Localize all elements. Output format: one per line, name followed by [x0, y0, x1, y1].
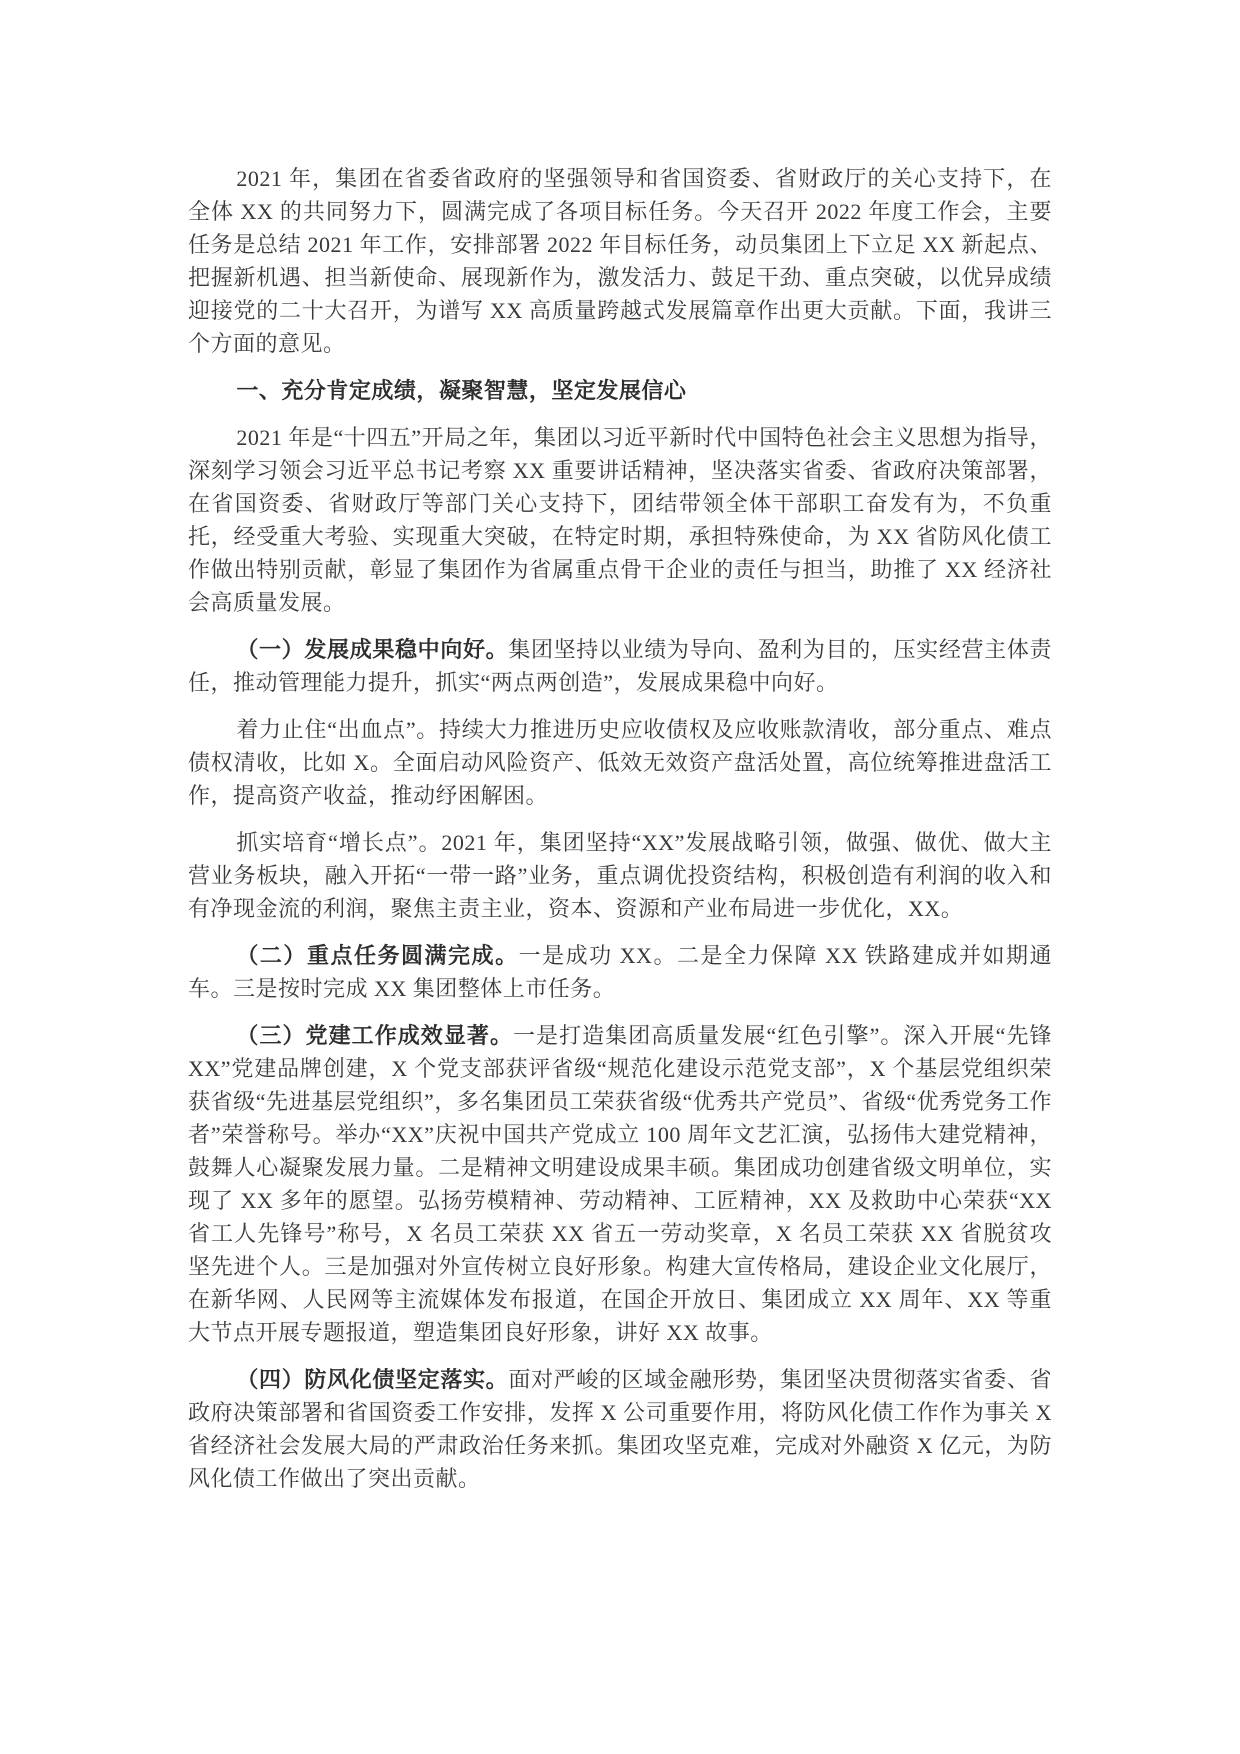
- paragraph-point-3: [188, 1019, 1052, 1349]
- paragraph-point-2-lead: （二）重点任务圆满完成。: [236, 943, 519, 968]
- paragraph-point-3-lead: （三）党建工作成效显著。: [236, 1023, 513, 1048]
- paragraph-point-4-text: 面对严峻的区域金融形势，集团坚决贯彻落实省委、省政府决策部署和省国资委工作安排，发挥 X 公司重要作用，将防风化债工作作为事关 X 省经济社会发展大局的严肃政治任务来抓。集团攻坚克难，完成对外融资 X 亿元，为防风化债工作做出了突出贡献。: [188, 1367, 1052, 1491]
- paragraph-point-1-lead: （一）发展成果稳中向好。: [236, 637, 509, 662]
- section-heading-1: 一、充分肯定成绩，凝聚智慧，坚定发展信心: [236, 378, 687, 403]
- paragraph-point-1-text: 集团坚持以业绩为导向、盈利为目的，压实经营主体责任，推动管理能力提升，抓实“两点两创造”，发展成果稳中向好。: [188, 637, 1052, 695]
- document-content: [188, 162, 1052, 1495]
- paragraph-bleeding-point: 着力止住“出血点”。持续大力推进历史应收债权及应收账款清收，部分重点、难点债权清收，比如 X。全面启动风险资产、低效无效资产盘活处置，高位统筹推进盘活工作，提高资产收益，推动纾困解困。: [188, 717, 1052, 808]
- paragraph-point-2-text: 一是成功 XX。二是全力保障 XX 铁路建成并如期通车。三是按时完成 XX 集团整体上市任务。: [188, 943, 1052, 1001]
- paragraph-intro: 2021 年，集团在省委省政府的坚强领导和省国资委、省财政厅的关心支持下，在全体 XX 的共同努力下，圆满完成了各项目标任务。今天召开 2022 年度工作会，主要任务是总结 2021 年工作，安排部署 2022 年目标任务，动员集团上下立足 XX 新起点、把握新机遇、担当新使命、展现新作为，激发活力、鼓足干劲、重点突破，以优异成绩迎接党的二十大召开，为谱写 XX 高质量跨越式发展篇章作出更大贡献。下面，我讲三个方面的意见。: [188, 166, 1052, 356]
- paragraph-point-4-lead: （四）防风化债坚定落实。: [236, 1367, 509, 1392]
- paragraph-point-4: [188, 1363, 1052, 1495]
- paragraph-point-3-text: 一是打造集团高质量发展“红色引擎”。深入开展“先锋 XX”党建品牌创建，X 个党支部获评省级“规范化建设示范党支部”，X 个基层党组织荣获省级“先进基层党组织”，多名集团员工荣获省级“优秀共产党员”、省级“优秀党务工作者”荣誉称号。举办“XX”庆祝中国共产党成立 100 周年文艺汇演，弘扬伟大建党精神，鼓舞人心凝聚发展力量。二是精神文明建设成果丰硕。集团成功创建省级文明单位，实现了 XX 多年的愿望。弘扬劳模精神、劳动精神、工匠精神，XX 及救助中心荣获“XX 省工人先锋号”称号，X 名员工荣获 XX 省五一劳动奖章，X 名员工荣获 XX 省脱贫攻坚先进个人。三是加强对外宣传树立良好形象。构建大宣传格局，建设企业文化展厅，在新华网、人民网等主流媒体发布报道，在国企开放日、集团成立 XX 周年、XX 等重大节点开展专题报道，塑造集团良好形象，讲好 XX 故事。: [188, 1023, 1052, 1345]
- paragraph-growth-point: 抓实培育“增长点”。2021 年，集团坚持“XX”发展战略引领，做强、做优、做大主营业务板块，融入开拓“一带一路”业务，重点调优投资结构，积极创造有利润的收入和有净现金流的利润，聚焦主责主业，资本、资源和产业布局进一步优化，XX。: [188, 830, 1052, 921]
- paragraph-point-2: [188, 939, 1052, 1005]
- paragraph-overview: 2021 年是“十四五”开局之年，集团以习近平新时代中国特色社会主义思想为指导，深刻学习领会习近平总书记考察 XX 重要讲话精神，坚决落实省委、省政府决策部署，在省国资委、省财政厅等部门关心支持下，团结带领全体干部职工奋发有为，不负重托，经受重大考验、实现重大突破，在特定时期，承担特殊使命，为 XX 省防风化债工作做出特别贡献，彰显了集团作为省属重点骨干企业的责任与担当，助推了 XX 经济社会高质量发展。: [188, 425, 1052, 615]
- paragraph-point-1: [188, 633, 1052, 699]
